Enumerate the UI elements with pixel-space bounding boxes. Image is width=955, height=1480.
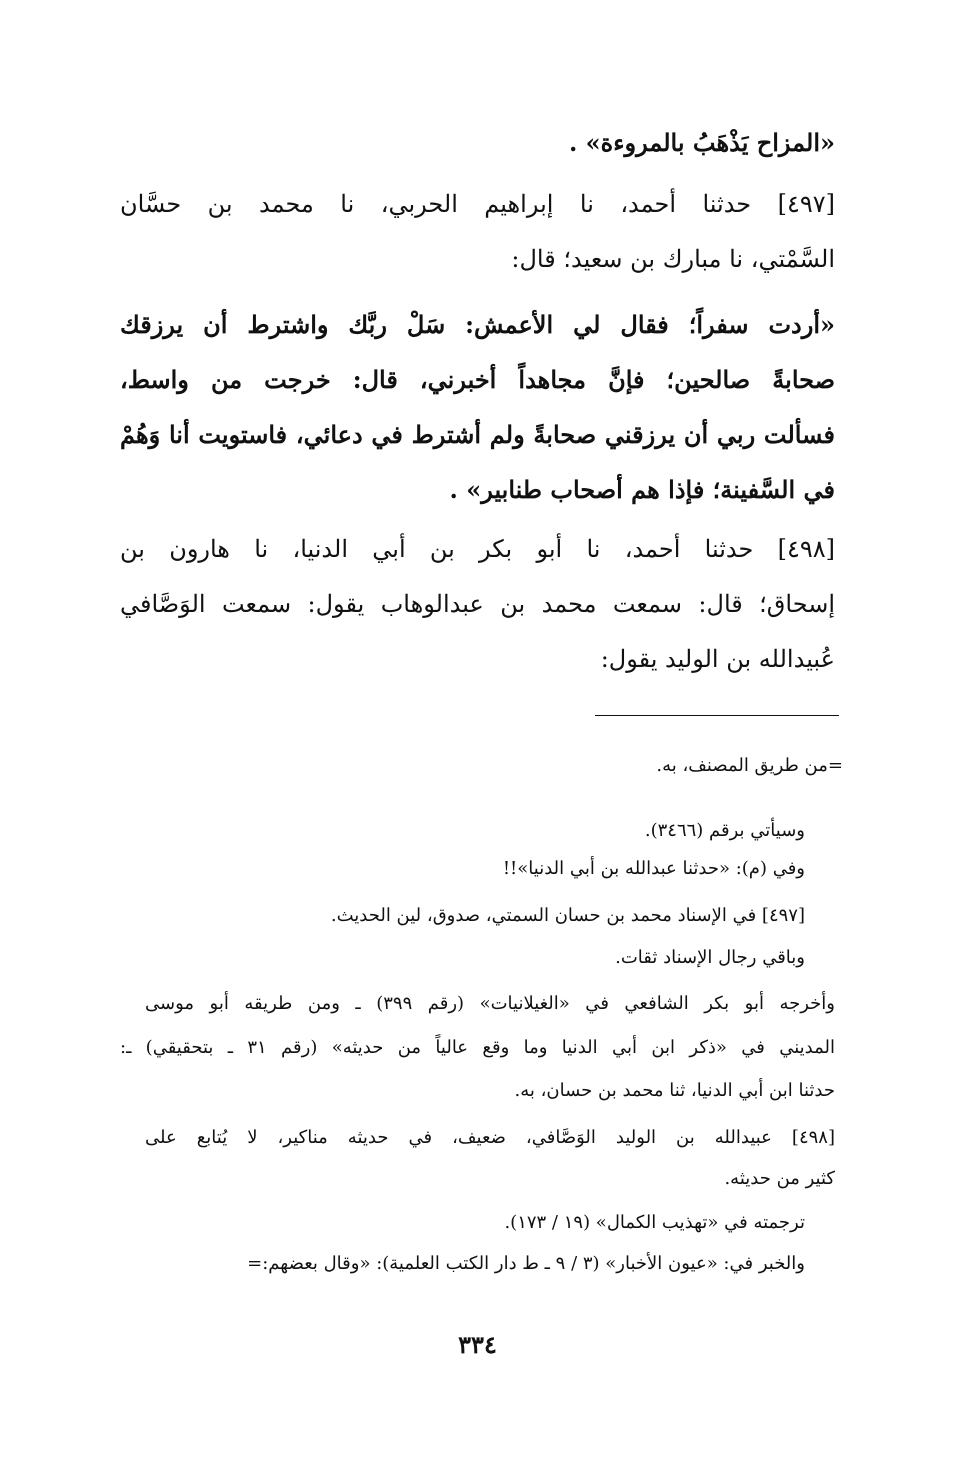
footnote-line: كثير من حديثه. (724, 1168, 835, 1189)
page-number: ٣٣٤ (458, 1330, 497, 1359)
quote-line: «المزاح يَذْهَبُ بالمروءة» . (568, 128, 835, 157)
footnote-line: حدثنا ابن أبي الدنيا، ثنا محمد بن حسان، به. (514, 1080, 835, 1101)
footnote-line: وسيأتي برقم (٣٤٦٦). (644, 820, 805, 841)
hadith-497-quote-line-4: في السَّفينة؛ فإذا هم أصحاب طنابير» . (449, 475, 835, 504)
hadith-497-quote-line-2: صحابةً صالحين؛ فإنَّ مجاهداً أخبرني، قال: خرجت من واسط، (120, 365, 835, 394)
hadith-498-line-3: عُبيدالله بن الوليد يقول: (600, 645, 835, 673)
footnote-line: وباقي رجال الإسناد ثقات. (615, 947, 805, 968)
footnote-line: والخبر في: «عيون الأخبار» (٣ / ٩ ـ ط دار الكتب العلمية): «وقال بعضهم:= (247, 1253, 805, 1274)
hadith-498-line-2: إسحاق؛ قال: سمعت محمد بن عبدالوهاب يقول: سمعت الوَصَّافي (120, 590, 835, 618)
footnote-continuation: =من طريق المصنف، به. (656, 755, 843, 776)
footnote-498: [٤٩٨] عبيدالله بن الوليد الوَصَّافي، ضعيف، في حديثه مناكير، لا يُتابع على (145, 1127, 835, 1148)
hadith-497-quote-line-3: فسألت ربي أن يرزقني صحابةً ولم أشترط في دعائي، فاستويت أنا وَهُمْ (120, 420, 835, 449)
hadith-498-line-1: [٤٩٨] حدثنا أحمد، نا أبو بكر بن أبي الدنيا، نا هارون بن (120, 535, 835, 563)
hadith-497-line-1: [٤٩٧] حدثنا أحمد، نا إبراهيم الحربي، نا محمد بن حسَّان (120, 190, 835, 218)
footnote-line: وأخرجه أبو بكر الشافعي في «الغيلانيات» (رقم ٣٩٩) ـ ومن طريقه أبو موسى (145, 993, 835, 1014)
footnote-separator (595, 715, 839, 716)
footnote-line: المديني في «ذكر ابن أبي الدنيا وما وقع عالياً من حديثه» (رقم ٣١ ـ بتحقيقي) ـ: (120, 1037, 835, 1058)
hadith-497-line-2: السَّمْتي، نا مبارك بن سعيد؛ قال: (511, 245, 835, 273)
footnote-line: وفي (م): «حدثنا عبدالله بن أبي الدنيا»!! (502, 858, 805, 879)
hadith-497-quote-line-1: «أردت سفراً؛ فقال لي الأعمش: سَلْ ربَّك واشترط أن يرزقك (120, 310, 835, 339)
footnote-497: [٤٩٧] في الإسناد محمد بن حسان السمتي، صدوق، لين الحديث. (330, 905, 805, 926)
footnote-line: ترجمته في «تهذيب الكمال» (١٩ / ١٧٣). (504, 1212, 805, 1233)
